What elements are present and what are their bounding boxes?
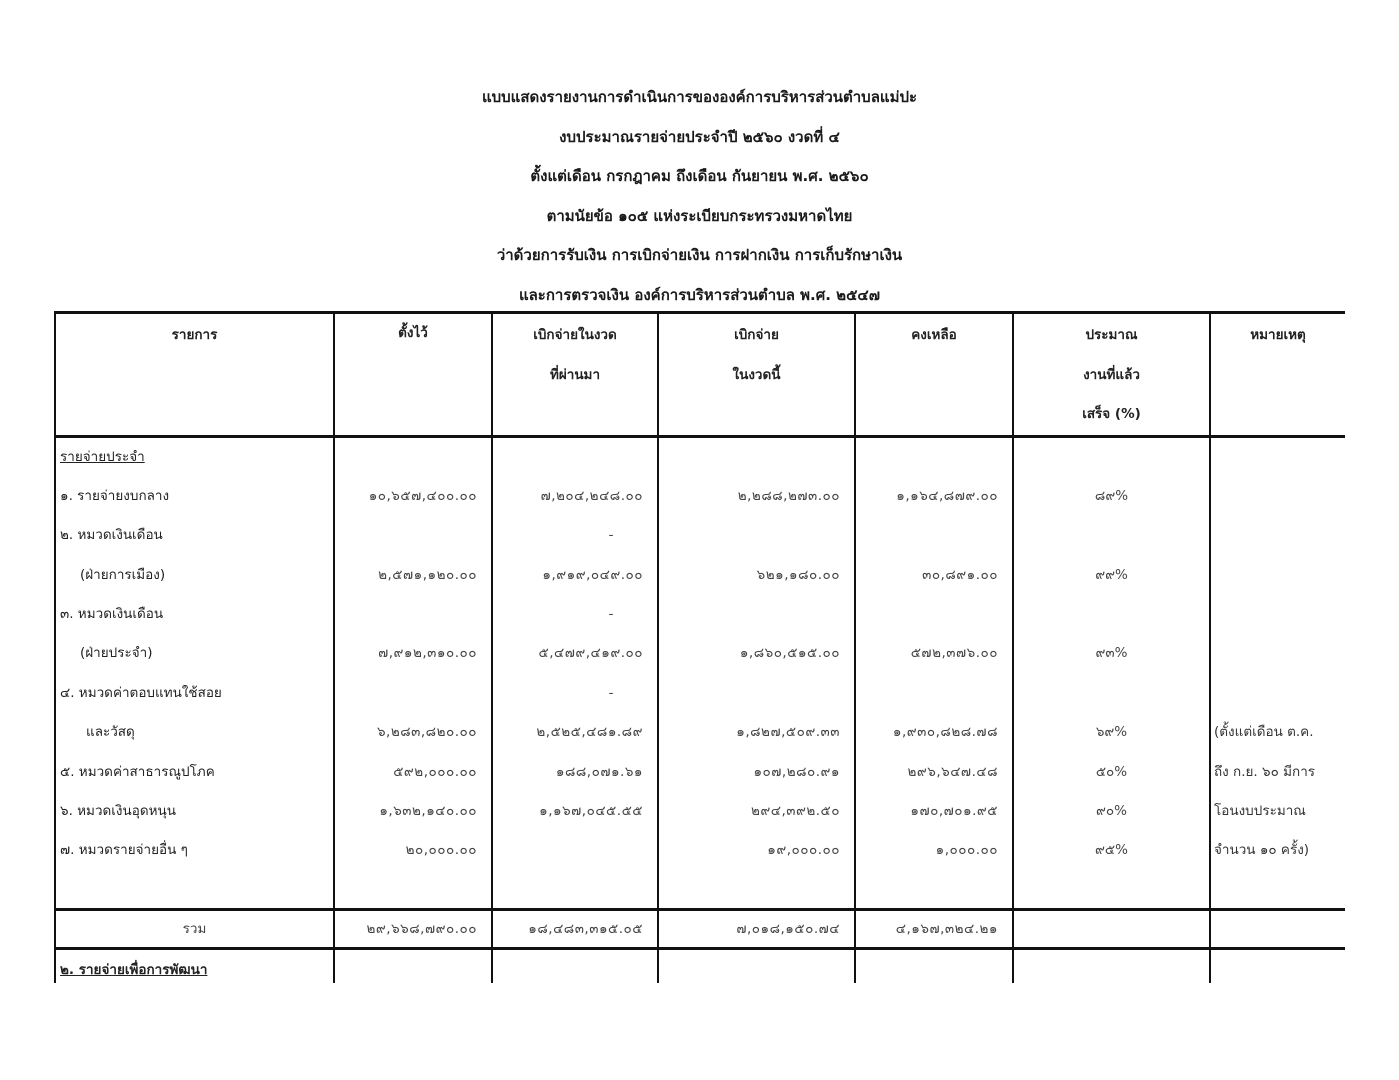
total-this-disbursed: ๗,๐๑๘,๑๕๐.๗๔ <box>658 909 855 948</box>
total-row <box>55 909 1345 948</box>
prev-disbursed-value: ๒,๕๒๕,๔๘๑.๘๙ <box>536 724 643 741</box>
item-label: ๓. หมวดเงินเดือน <box>60 606 164 623</box>
budget-value: ๖,๒๘๓,๘๒๐.๐๐ <box>376 724 477 741</box>
percent-value: ๖๙% <box>1095 724 1128 741</box>
items-column <box>55 436 334 909</box>
balance-column <box>855 436 1013 909</box>
header-item: รายการ <box>55 313 334 437</box>
total-label: รวม <box>55 909 334 948</box>
percent-value: ๙๓% <box>1095 645 1128 662</box>
section-2-row <box>55 948 1345 983</box>
this-disbursed-value: ๑,๘๖๐,๕๑๕.๐๐ <box>739 645 840 662</box>
section-1-title: รายจ่ายประจำ <box>60 448 145 465</box>
balance-value: ๑,๙๓๐,๘๒๘.๗๘ <box>892 724 998 741</box>
empty-cell <box>658 948 855 983</box>
header-budget: ตั้งไว้ <box>334 313 492 437</box>
budget-value: ๑๐,๖๕๗,๔๐๐.๐๐ <box>368 487 477 504</box>
percent-value: ๙๐% <box>1096 803 1127 820</box>
header-this-disbursed: เบิกจ่าย ในงวดนี้ <box>658 313 855 437</box>
prev-disbursed-dash: - <box>608 527 614 544</box>
this-disbursed-value: ๒๙๔,๓๙๒.๕๐ <box>750 803 840 820</box>
this-disbursed-value: ๑๙,๐๐๐.๐๐ <box>767 842 840 859</box>
header-remarks: หมายเหตุ <box>1210 313 1345 437</box>
empty-cell <box>334 948 492 983</box>
title-line-6: และการตรวจเงิน องค์การบริหารส่วนตำบล พ.ศ. ๒๕๔๗ <box>518 285 881 304</box>
item-label: ๗. หมวดรายจ่ายอื่น ๆ <box>60 842 188 859</box>
empty-cell <box>1210 948 1345 983</box>
balance-value: ๑๗๐,๗๐๑.๙๕ <box>910 803 998 820</box>
total-prev-disbursed: ๑๘,๔๘๓,๓๑๕.๐๕ <box>492 909 658 948</box>
item-label: และวัสดุ <box>86 724 135 741</box>
budget-report-table <box>54 311 1345 983</box>
prev-disbursed-dash: - <box>608 684 614 701</box>
prev-disbursed-dash: - <box>608 606 614 623</box>
budget-value: ๒,๕๗๑,๑๒๐.๐๐ <box>378 566 477 583</box>
this-disbursed-value: ๑๐๗,๒๘๐.๙๑ <box>753 763 840 780</box>
prev-disbursed-column <box>492 436 658 909</box>
percent-column <box>1013 436 1210 909</box>
section-2-title: ๒. รายจ่ายเพื่อการพัฒนา <box>60 961 208 978</box>
balance-value: ๒๙๖,๖๔๗.๔๘ <box>907 763 998 780</box>
title-line-5: ว่าด้วยการรับเงิน การเบิกจ่ายเงิน การฝากเงิน การเก็บรักษาเงิน <box>496 246 903 264</box>
header-balance: คงเหลือ <box>855 313 1013 437</box>
empty-cell <box>492 948 658 983</box>
this-disbursed-column <box>658 436 855 909</box>
item-label: (ฝ่ายประจำ) <box>80 645 153 662</box>
total-balance: ๔,๑๖๗,๓๒๔.๒๑ <box>855 909 1013 948</box>
this-disbursed-value: ๖๒๑,๑๘๐.๐๐ <box>756 566 840 583</box>
item-label: ๑. รายจ่ายงบกลาง <box>60 487 170 504</box>
item-label: ๕. หมวดค่าสาธารณูปโภค <box>60 763 215 780</box>
title-line-3: ตั้งแต่เดือน กรกฎาคม ถึงเดือน กันยายน พ.ศ. ๒๕๖๐ <box>530 167 869 185</box>
remark-text: โอนงบประมาณ <box>1214 803 1306 820</box>
budget-report-table-wrapper <box>54 311 1345 983</box>
budget-value: ๒๐,๐๐๐.๐๐ <box>405 842 477 859</box>
header-prev-disbursed: เบิกจ่ายในงวด ที่ผ่านมา <box>492 313 658 437</box>
table-header-row <box>55 313 1345 437</box>
prev-disbursed-value: ๑,๙๑๙,๐๔๙.๐๐ <box>542 566 643 583</box>
prev-disbursed-value: ๗,๒๐๔,๒๔๘.๐๐ <box>540 487 643 504</box>
budget-value: ๗,๙๑๒,๓๑๐.๐๐ <box>378 645 477 662</box>
this-disbursed-value: ๑,๘๒๗,๕๐๙.๓๓ <box>736 724 840 741</box>
prev-disbursed-value: ๑,๑๖๗,๐๔๕.๕๕ <box>539 803 643 820</box>
budget-value: ๑,๖๓๒,๑๔๐.๐๐ <box>379 803 477 820</box>
table-body-row <box>55 436 1345 909</box>
item-label: ๔. หมวดค่าตอบแทนใช้สอย <box>60 684 222 701</box>
title-line-1: แบบแสดงรายงานการดำเนินการขององค์การบริหารส่วนตำบลแม่ปะ <box>481 88 918 106</box>
report-title-block <box>0 84 1399 321</box>
balance-value: ๑,๑๖๔,๘๗๙.๐๐ <box>896 487 998 504</box>
this-disbursed-value: ๒,๒๘๘,๒๗๓.๐๐ <box>737 487 840 504</box>
balance-value: ๓๐,๘๙๑.๐๐ <box>922 566 998 583</box>
budget-value: ๕๙๒,๐๐๐.๐๐ <box>393 763 477 780</box>
remarks-column <box>1210 436 1345 909</box>
title-line-2: งบประมาณรายจ่ายประจำปี ๒๕๖๐ งวดที่ ๔ <box>559 127 840 146</box>
header-percent-complete: ประมาณ งานที่แล้ว เสร็จ (%) <box>1013 313 1210 437</box>
prev-disbursed-value: ๕,๔๗๙,๔๑๙.๐๐ <box>538 645 643 662</box>
empty-cell <box>1013 948 1210 983</box>
percent-value: ๕๐% <box>1095 763 1128 780</box>
percent-value: ๙๕% <box>1095 842 1128 859</box>
balance-value: ๕๗๒,๓๗๖.๐๐ <box>910 645 998 662</box>
percent-value: ๙๙% <box>1095 566 1128 583</box>
total-remark <box>1210 909 1345 948</box>
remark-text: (ตั้งแต่เดือน ต.ค. <box>1214 724 1314 741</box>
prev-disbursed-value: ๑๘๘,๐๗๑.๖๑ <box>555 763 643 780</box>
remark-text: ถึง ก.ย. ๖๐ มีการ <box>1214 763 1316 780</box>
total-percent <box>1013 909 1210 948</box>
budget-column <box>334 436 492 909</box>
total-budget: ๒๙,๖๖๘,๗๙๐.๐๐ <box>334 909 492 948</box>
remark-text: จำนวน ๑๐ ครั้ง) <box>1214 842 1310 859</box>
title-line-4: ตามนัยข้อ ๑๐๕ แห่งระเบียบกระทรวงมหาดไทย <box>546 206 853 225</box>
percent-value: ๘๙% <box>1094 487 1129 504</box>
balance-value: ๑,๐๐๐.๐๐ <box>935 842 998 859</box>
item-label: (ฝ่ายการเมือง) <box>80 566 166 583</box>
item-label: ๖. หมวดเงินอุดหนุน <box>60 803 176 820</box>
empty-cell <box>855 948 1013 983</box>
item-label: ๒. หมวดเงินเดือน <box>60 527 163 544</box>
